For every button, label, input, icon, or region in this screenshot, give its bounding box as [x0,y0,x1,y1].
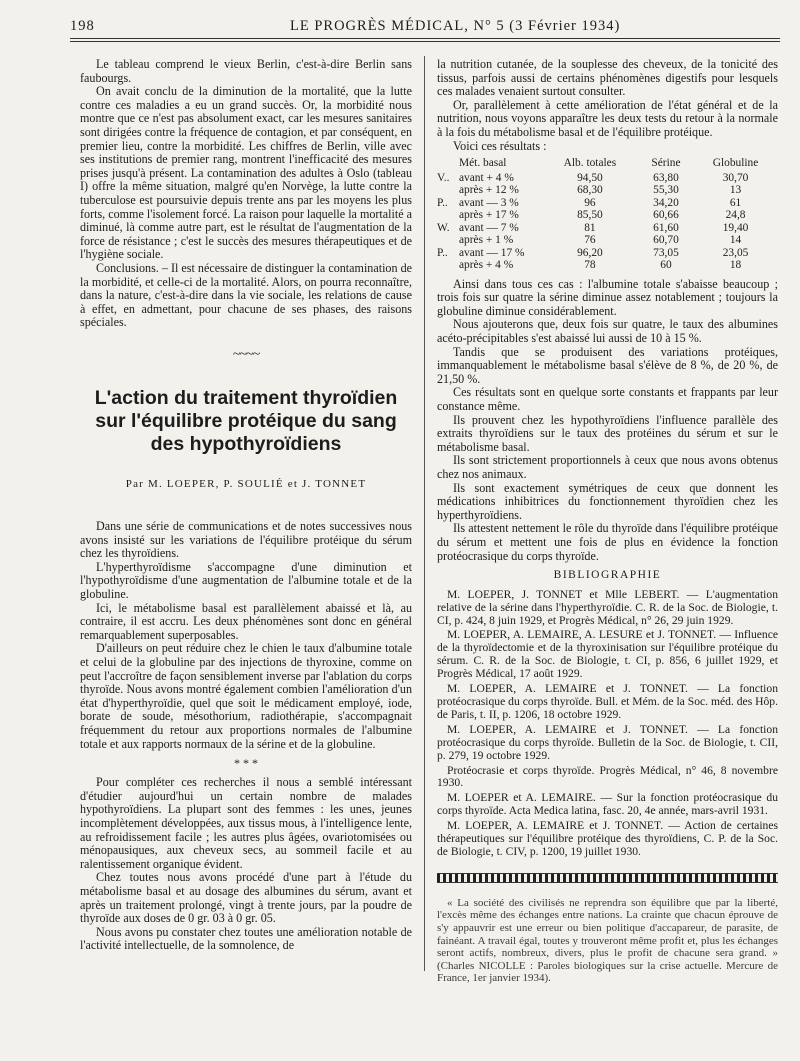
table-cell: 60 [660,259,672,272]
table-header: Sérine [651,157,681,170]
ornament-divider [80,348,412,362]
table-header [437,157,459,172]
paragraph: Le tableau comprend le vieux Berlin, c'est-à-dire Berlin sans faubourgs. [80,57,412,85]
page-number: 198 [70,18,95,34]
paragraph: L'hyperthyroïdisme s'accompagne d'une diminution et l'hypothyroïdisme d'une augmentation de l'albumine totale et de la globuline. [80,559,412,602]
paragraph: Or, parallèlement à cette amélioration de l'état général et de la nutrition, nous voyons apparaître les deux tests du retour à la normale à la fois du métabolisme basal et de l'équilibre protéique. [437,97,778,139]
table-cell: V.. [437,171,450,184]
paragraph: Tandis que se produisent des variations protéiques, immanquablement le métabolisme basal s'élève de 8 %, de 20 %, de 21,50 %. [437,344,778,386]
table-row [437,234,778,247]
bibliography-entry: M. LOEPER, A. LEMAIRE et J. TONNET. — Action de certaines thérapeutiques sur l'équilibre protéique des thyroïdiens, C. P. de la Soc. de Biologie, t. CIV, p. 1200, 19 juillet 1930. [437,819,778,858]
table-header-row [437,157,778,172]
table-cell: 68,30 [577,184,603,197]
bibliography-entry: M. LOEPER, A. LEMAIRE, A. LESURE et J. TONNET. — Influence de la thyroïdectomie et de la thyroxinisation sur l'équilibre protéique du sérum. C. R. de la Soc. de Biologie, t. CI, p. 856, 6 juillet 1929, et Progrès Médical, 17 août 1929. [437,628,778,681]
table-cell [437,184,459,197]
table-row [437,259,778,272]
quotation-box [437,897,778,985]
table-cell [437,209,459,222]
table-cell: 34,20 [653,196,679,209]
paragraph: Pour compléter ces recherches il nous a semblé intéressant d'étudier aujourd'hui un certain nombre de malades hypothyroïdiens. La plupart sont des femmes : les unes, jeunes incomplètement développées, aux tissus mous, à l'intelligence lente, au refroidissement facile ; les autres plus âgées, ovariotomisées ou ménopausiques, aux cheveux secs, au sommeil facile et au ralentissement organique évident. [80,775,412,871]
running-title: LE PROGRÈS MÉDICAL, N° 5 (3 Février 1934) [290,18,621,34]
bibliography-entry: Protéocrasie et corps thyroïde. Progrès Médical, n° 46, 8 novembre 1930. [437,763,778,790]
table-row [437,172,778,185]
table-cell: 14 [729,234,742,247]
decorative-separator [437,873,778,883]
table-row [437,209,778,222]
table-cell: W. [437,221,450,234]
table-row [437,247,778,260]
table-cell: 18 [729,259,742,272]
title-line: L'action du traitement thyroïdien [94,387,398,410]
paragraph: D'ailleurs on peut réduire chez le chien le taux d'albumine totale et celui de la globuline par des injections de thyroxine, comme on peut l'accroître de façon sensiblement inverse par l'ablation du corps thyroïde. Nous avons montré également combien l'amélioration d'un état d'hyperthyroïdie, quel que soit le médicament employé, iode, borate de soude, mésothorium, radiothérapie, s'accompagnait fréquemment du retour aux proportions normales de l'albumine totale et aux rapports normaux de la sérine et de la globuline. [80,641,412,751]
bibliography-entry: M. LOEPER, J. TONNET et Mlle LEBERT. — L'augmentation relative de la sérine dans l'hyperthyroïdie. C. R. de la Soc. de Biologie, t. CI, p. 424, 8 juin 1929, et Progrès Médical, n° 26, 29 juin 1929. [437,587,778,627]
paragraph: la nutrition cutanée, de la souplesse des cheveux, de la tonicité des tissus, parfois aussi de certains phénomènes digestifs pour lesquels ces malades venaient surtout consulter. [437,57,778,99]
title-line: sur l'équilibre protéique du sang [95,410,397,433]
left-column [80,58,412,953]
table-cell: 78 [584,259,596,272]
table-cell: 96 [584,196,596,209]
table-cell [437,259,459,272]
table-cell: P.. [437,246,448,259]
column-divider [424,56,425,971]
table-cell: 13 [729,184,742,197]
table-cell: P.. [437,196,448,209]
article-title [80,387,412,456]
table-cell: 60,66 [653,209,679,222]
table-cell: 19,40 [722,221,749,234]
paragraph: Nous ajouterons que, deux fois sur quatre, le taux des albumines acéto-précipitables s'est abaissé lui aussi de 10 à 15 %. [437,317,778,346]
table-cell: 76 [584,234,596,247]
paragraph: Ces résultats sont en quelque sorte constants et frappants par leur constance même. [437,385,778,413]
table-cell: 61,60 [653,221,679,234]
bibliography-entry: M. LOEPER et A. LEMAIRE. — Sur la fonction protéocrasique du corps thyroïde. Acta Medica latina, fasc. 20, 4e année, mars-avril 1931. [437,791,778,818]
table-header: Alb. totales [563,157,617,170]
table-cell: 73,05 [653,246,679,259]
table-cell: 96,20 [577,246,603,259]
paragraph: Nous avons pu constater chez toutes une amélioration notable de l'activité intellectuelle, de la somnolence, de [80,924,412,953]
table-cell: 81 [584,221,596,234]
table-cell [437,234,459,247]
title-line: des hypothyroïdiens [150,433,342,456]
paragraph: Chez toutes nous avons procédé d'une part à l'étude du métabolisme basal et au dosage des albumines du sérum, avant et après un traitement prolongé, vingt à trente jours, par la poudre de thyroïde aux doses de 0 gr. 03 à 0 gr. 05. [80,870,412,926]
paragraph: Ils sont exactement symétriques de ceux que donnent les médications inhibitrices du fonctionnement thyroïdien chez les hyperthyroïdiens. [437,480,778,522]
table-cell: 94,50 [577,171,603,184]
table-cell: 24,8 [725,209,746,222]
bibliography-entry: M. LOEPER, A. LEMAIRE et J. TONNET. — La fonction protéocrasique du corps thyroïde. Bulletin de la Soc. de Biologie, t. CII, p. 279, 19 octobre 1929. [437,722,778,762]
table-header: Mét. basal [459,157,507,170]
table-cell: avant + 4 % [459,171,514,184]
header-rule [70,38,780,42]
paragraph: Ils sont strictement proportionnels à ceux que nous avons obtenus chez nos animaux. [437,453,778,481]
table-cell: 23,05 [722,246,749,259]
table-cell: 63,80 [653,171,679,184]
paragraph: Ici, le métabolisme basal est parallèlement abaissé et là, au contraire, il est accru. Les deux phénomènes sont donc en général remarquablement superposables. [80,600,412,642]
table-cell: avant — 7 % [459,221,519,234]
right-column [437,58,778,985]
table-cell: 85,50 [577,209,603,222]
page-header [70,18,780,40]
table-header: Globuline [712,157,759,170]
paragraph: Dans une série de communications et de notes successives nous avons insisté sur les variations de l'équilibre protéique du sérum chez les thyroïdiens. [80,519,412,561]
table-row [437,184,778,197]
bibliography [437,589,778,859]
table-cell: 61 [729,196,742,209]
table-cell: après + 1 % [459,234,514,247]
conclusions-paragraph: Conclusions. – Il est nécessaire de distinguer la contamination de la morbidité, et celle-ci de la mortalité. Alors, on pourra reconnaître, dans la nature, c'est-à-dire dans la vie sociale, les relations de cause à effet, en admettant, pour chacune de ses phases, des raisons spéciales. [80,260,412,330]
table-cell: avant — 17 % [459,246,525,259]
paragraph: Ainsi dans tous ces cas : l'albumine totale s'abaisse beaucoup ; trois fois sur quatre la sérine diminue assez notablement ; toujours la globuline diminue considérablement. [437,276,778,318]
results-table [437,157,778,272]
paragraph: Ils attestent nettement le rôle du thyroïde dans l'équilibre protéique du sérum et mettent une fois de plus en évidence la fonction protéocrasique du corps thyroïde. [437,521,778,563]
ornament-text: ~~~~ [232,346,260,362]
table-cell: avant — 3 % [459,196,519,209]
asterism: * * * [234,756,258,771]
paragraph: Ils prouvent chez les hypothyroïdiens l'influence parallèle des extraits thyroïdiens sur le taux des protéines du sérum et sur le métabolisme basal. [437,412,778,454]
table-cell: 30,70 [722,171,749,184]
table-cell: 60,70 [653,234,679,247]
table-cell: après + 12 % [459,184,519,197]
quotation-text: « La société des civilisés ne reprendra son équilibre que par la liberté, l'excès même des échanges entre nations. La crainte que chacun éprouve de s'y appauvrir est une erreur ou bien politique d'accapareur, de parasite, de fainéant. A travail égal, toutes y trouveront même profit et, plus les échanges seront actifs, nombreux, divers, plus le profit de chacune sera grand. » (Charles NICOLLE : Paroles biologiques sur la crise actuelle. Mercure de France, 1er janvier 1934). [437,896,778,985]
table-cell: 55,30 [653,184,679,197]
table-cell: après + 17 % [459,209,519,222]
byline: Par M. LOEPER, P. SOULIÉ et J. TONNET [125,478,367,491]
bibliography-heading: BIBLIOGRAPHIE [553,569,662,582]
table-row [437,222,778,235]
table-row [437,197,778,210]
bibliography-entry: M. LOEPER, A. LEMAIRE et J. TONNET. — La fonction protéocrasique du corps thyroïde. Bull. et Mém. de la Soc. méd. des Hôp. de Paris, t. II, p. 1206, 18 octobre 1929. [437,682,778,721]
paragraph: Voici ces résultats : [453,138,547,153]
paragraph: On avait conclu de la diminution de la mortalité, que la lutte contre ces maladies a eu un grand succès. Or, la morbidité nous montre que ce n'est pas absolument exact, car les mesures sanitaires sont dirigées contre la fréquence de contagion, et par conséquent, en premier lieu, contre la morbidité. Les chiffres de Berlin, ville avec ses institutions de premier rang, montrent l'inefficacité des mesures prises jusqu'à présent. La contamination des adultes à Oslo (tableau I) offre la même situation, malgré qu'en Norvège, la lutte contre la tuberculose est poursuivie depuis trente ans par les moyens les plus forts, comme l'isolement forcé. La raison pour laquelle la mortalité a diminué, là comme autre part, est le résultat de l'augmentation de la force de résistance ; c'est le succès des mesures thérapeutiques et de l'hygiène sociale. [80,84,412,262]
table-cell: après + 4 % [459,259,514,272]
